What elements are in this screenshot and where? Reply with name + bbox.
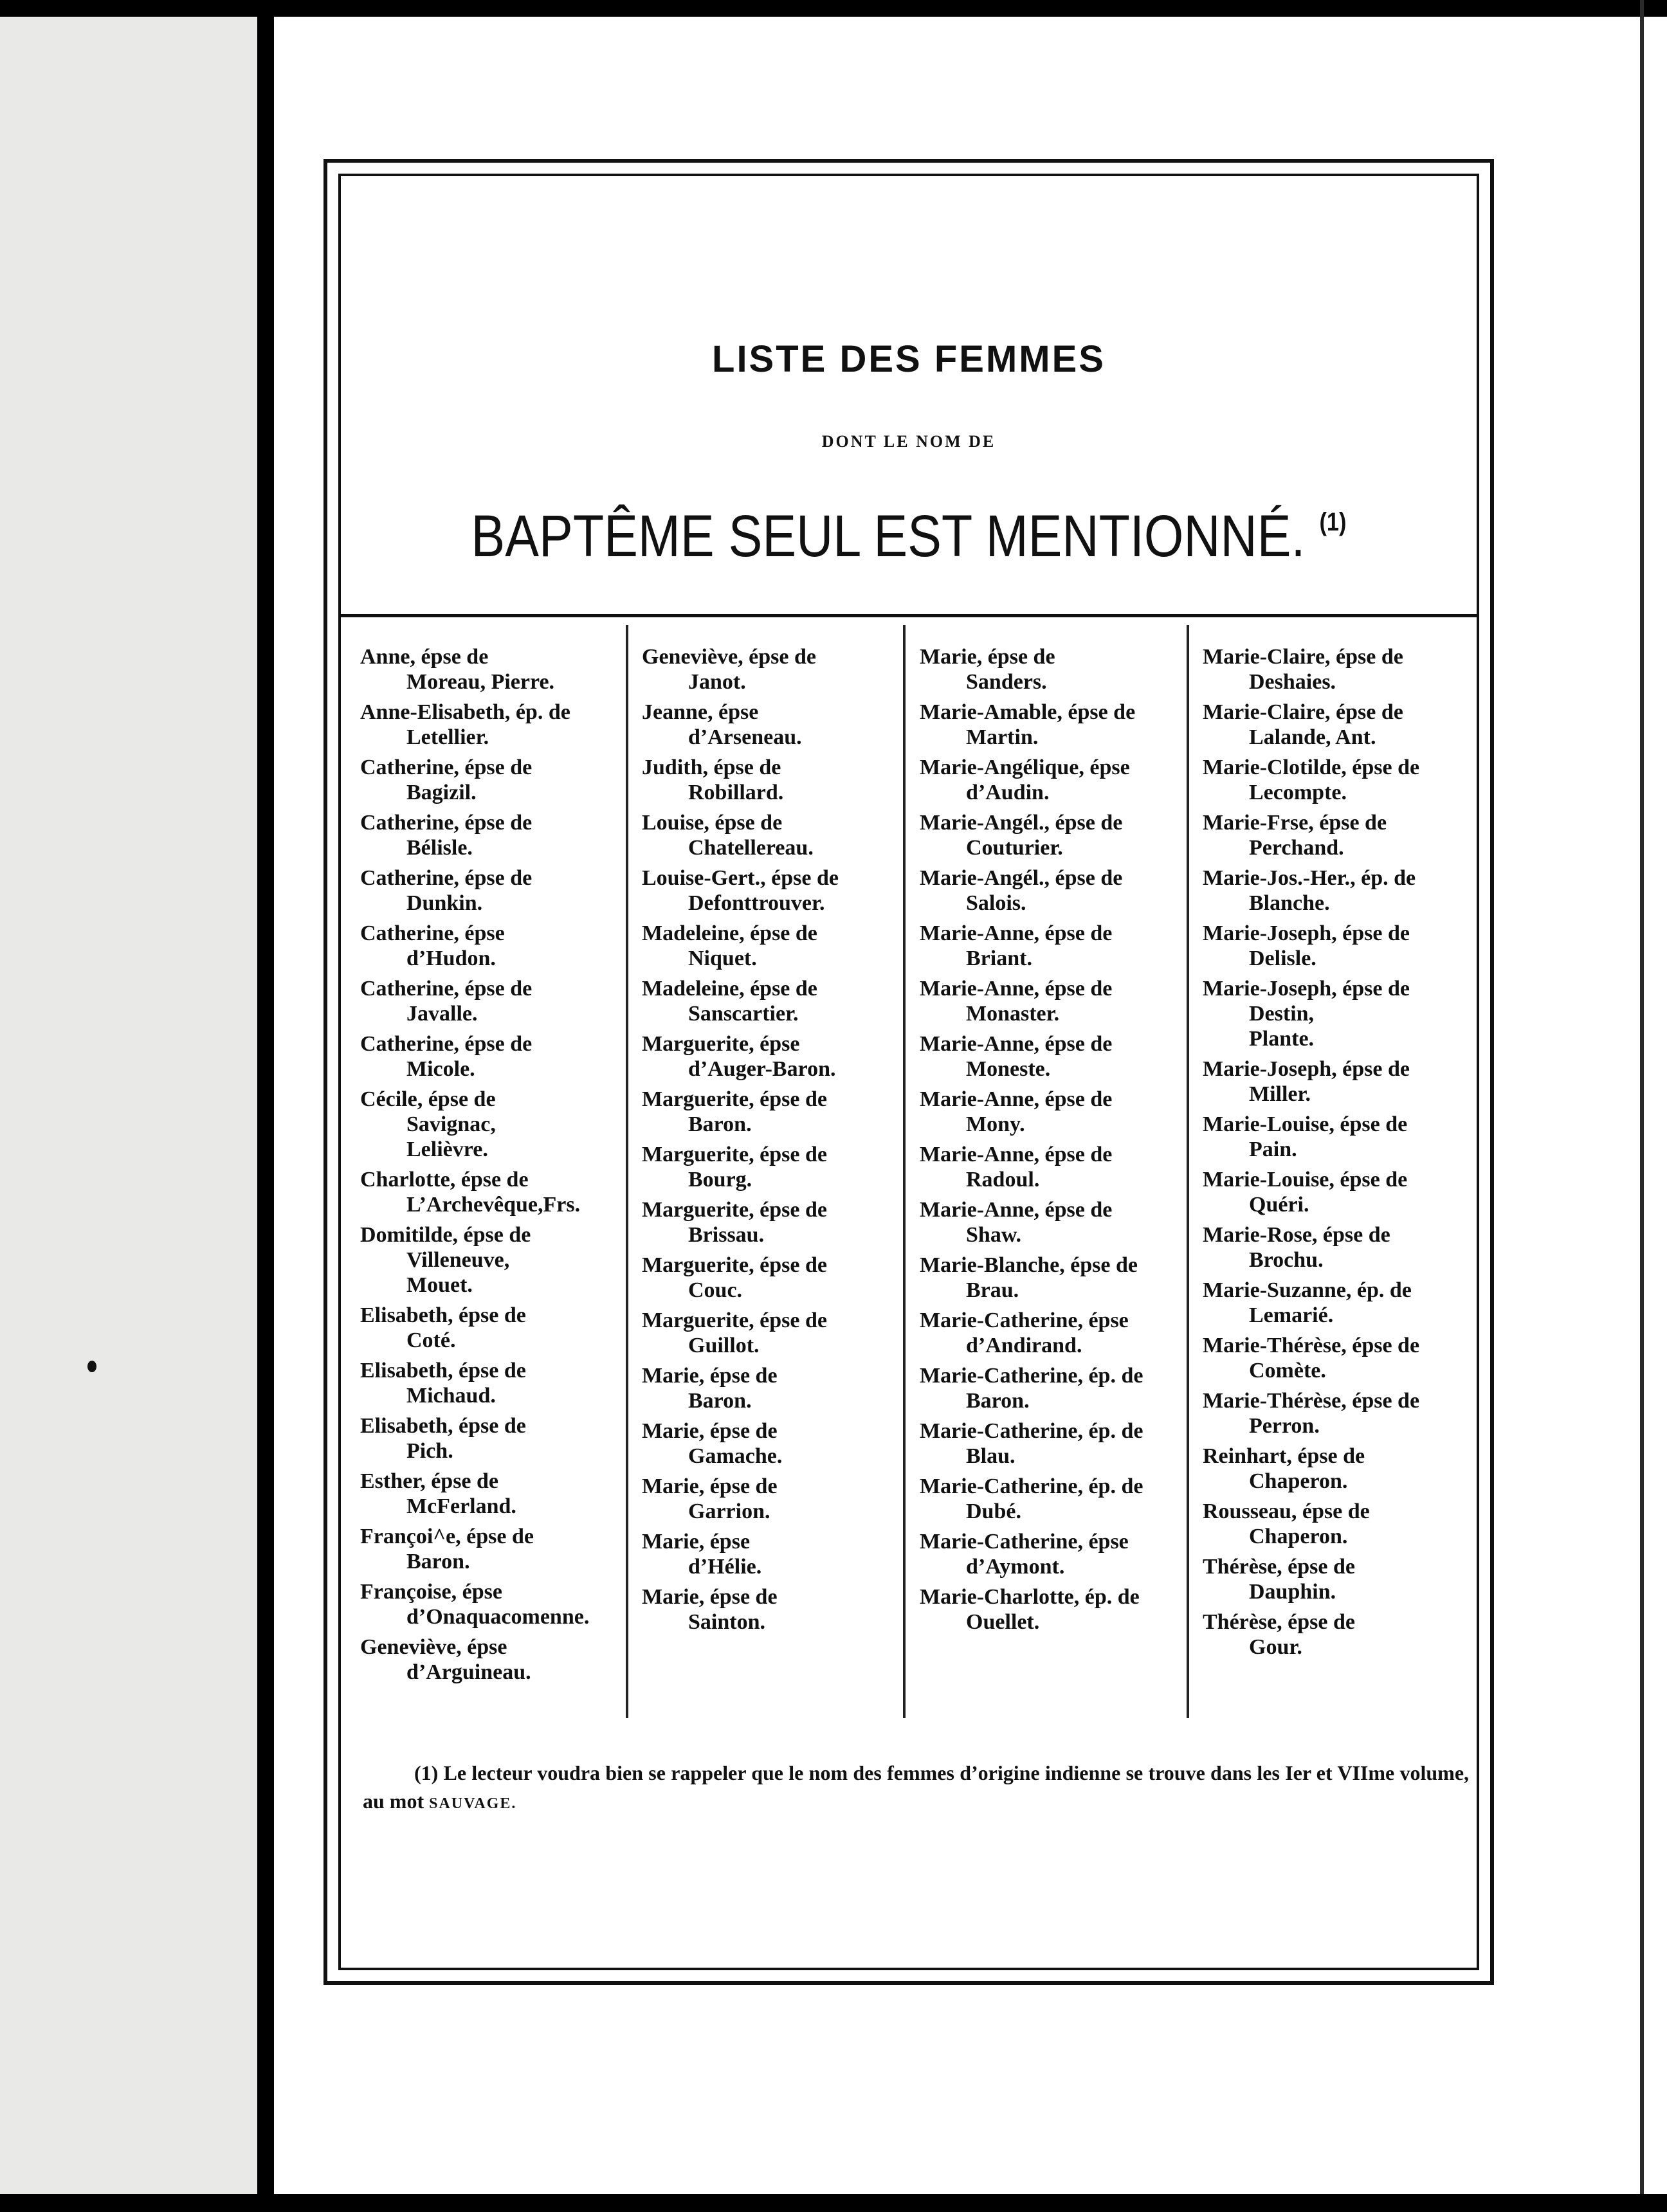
entry-given-name: Marie-Anne, épse de xyxy=(920,1087,1113,1111)
name-entry xyxy=(642,1584,912,1635)
entry-given-name: Marie-Amable, épse de xyxy=(920,700,1136,724)
entry-given-name: Marguerite, épse de xyxy=(642,1087,827,1111)
entry-given-name: Rousseau, épse de xyxy=(1203,1500,1370,1523)
name-entry xyxy=(1203,1333,1473,1383)
entry-given-name: Louise-Gert., épse de xyxy=(642,866,839,890)
footnote-volume-1: Ier xyxy=(1285,1761,1311,1784)
entry-husband-name: Lelièvre. xyxy=(406,1138,488,1161)
entry-husband-name: Dunkin. xyxy=(406,891,483,915)
name-entry xyxy=(1203,1056,1473,1107)
footnote-keyword: SAUVAGE. xyxy=(429,1795,517,1812)
name-entry xyxy=(360,1524,630,1574)
name-entry xyxy=(920,1474,1190,1524)
entry-husband-name: Brau. xyxy=(966,1278,1019,1302)
name-entry xyxy=(642,1197,912,1247)
name-entry xyxy=(920,1142,1190,1192)
page-heading-text: BAPTÊME SEUL EST MENTIONNÉ. xyxy=(471,503,1306,569)
entry-husband-name: Lalande, Ant. xyxy=(1249,725,1376,749)
entry-husband-name: d’Auger-Baron. xyxy=(688,1057,836,1081)
entry-given-name: Marie-Angél., épse de xyxy=(920,866,1123,890)
entry-husband-name: Pich. xyxy=(406,1439,453,1463)
entry-given-name: Marie-Catherine, ép. de xyxy=(920,1474,1143,1498)
entry-husband-name: Gour. xyxy=(1249,1635,1302,1659)
entry-husband-name: Lemarié. xyxy=(1249,1303,1334,1327)
entry-given-name: Cécile, épse de xyxy=(360,1087,496,1111)
entry-given-name: Esther, épse de xyxy=(360,1469,499,1493)
book-spine-shadow xyxy=(257,0,274,2212)
entry-husband-name: Radoul. xyxy=(966,1168,1040,1192)
entry-husband-name: Baron. xyxy=(688,1112,752,1136)
name-entry xyxy=(642,755,912,805)
page-heading xyxy=(418,503,1399,570)
entry-given-name: Catherine, épse xyxy=(360,921,505,945)
entry-given-name: Catherine, épse de xyxy=(360,977,533,1001)
name-entry xyxy=(1203,921,1473,971)
entry-given-name: Charlotte, épse de xyxy=(360,1168,529,1192)
name-entry xyxy=(360,1303,630,1353)
entry-given-name: Françoi^e, épse de xyxy=(360,1525,534,1548)
name-entry xyxy=(642,1529,912,1579)
entry-given-name: Marie-Joseph, épse de xyxy=(1203,1057,1410,1081)
name-entry xyxy=(920,921,1190,971)
entry-given-name: Madeleine, épse de xyxy=(642,977,817,1001)
name-entry xyxy=(642,1363,912,1413)
entry-husband-name: Perchand. xyxy=(1249,836,1344,860)
entry-husband-name: Baron. xyxy=(966,1389,1030,1413)
entry-husband-name: Bourg. xyxy=(688,1168,752,1192)
name-entry xyxy=(360,644,630,694)
entry-husband-name: Mouet. xyxy=(406,1273,473,1297)
entry-husband-name: McFerland. xyxy=(406,1494,516,1518)
name-entry xyxy=(360,1358,630,1408)
entry-given-name: Marie-Claire, épse de xyxy=(1203,645,1403,669)
entry-given-name: Catherine, épse de xyxy=(360,811,533,835)
entry-given-name: Marie-Catherine, épse xyxy=(920,1309,1129,1332)
entry-husband-name: Guillot. xyxy=(688,1334,760,1357)
entry-given-name: Jeanne, épse xyxy=(642,700,759,724)
entry-husband-name: Plante. xyxy=(1249,1027,1315,1051)
name-entry xyxy=(920,1031,1190,1082)
name-entry xyxy=(360,1222,630,1298)
entry-husband-name: Chaperon. xyxy=(1249,1525,1348,1548)
entry-husband-name: Michaud. xyxy=(406,1384,496,1408)
entry-given-name: Marie-Catherine, ép. de xyxy=(920,1419,1143,1443)
entry-given-name: Madeleine, épse de xyxy=(642,921,817,945)
name-entry xyxy=(1203,1112,1473,1162)
entry-given-name: Marie-Anne, épse de xyxy=(920,977,1113,1001)
name-entry xyxy=(920,1308,1190,1358)
name-entry xyxy=(1203,1444,1473,1494)
name-entry xyxy=(1203,976,1473,1051)
entry-given-name: Marie-Louise, épse de xyxy=(1203,1168,1408,1192)
entry-husband-name: Chatellereau. xyxy=(688,836,814,860)
entry-husband-name: d’Aymont. xyxy=(966,1555,1065,1579)
name-entry xyxy=(360,976,630,1026)
name-entry xyxy=(1203,866,1473,916)
entry-husband-name: Sainton. xyxy=(688,1610,765,1634)
entry-given-name: Marguerite, épse de xyxy=(642,1309,827,1332)
name-entry xyxy=(360,755,630,805)
names-column-2 xyxy=(642,644,912,1640)
entry-husband-name: Bagizil. xyxy=(406,781,477,804)
scan-bottom-edge xyxy=(0,2194,1667,2212)
entry-given-name: Marie-Catherine, ép. de xyxy=(920,1364,1143,1388)
name-entry xyxy=(360,866,630,916)
entry-husband-name: Delisle. xyxy=(1249,947,1316,970)
name-entry xyxy=(920,1253,1190,1303)
entry-given-name: Françoise, épse xyxy=(360,1580,502,1604)
entry-given-name: Catherine, épse de xyxy=(360,866,533,890)
name-entry xyxy=(360,1469,630,1519)
name-entry xyxy=(360,1087,630,1162)
name-entry xyxy=(1203,810,1473,860)
name-entry xyxy=(1203,755,1473,805)
entry-husband-name: Lecompte. xyxy=(1249,781,1347,804)
footnote xyxy=(363,1759,1469,1818)
name-entry xyxy=(642,1419,912,1469)
entry-husband-name: Chaperon. xyxy=(1249,1469,1348,1493)
entry-husband-name: Monaster. xyxy=(966,1002,1060,1026)
entry-given-name: Marie-Anne, épse de xyxy=(920,1143,1113,1166)
entry-husband-name: Sanders. xyxy=(966,670,1047,694)
entry-given-name: Marie, épse xyxy=(642,1530,751,1554)
entry-husband-name: Robillard. xyxy=(688,781,784,804)
entry-husband-name: d’Hudon. xyxy=(406,947,496,970)
entry-given-name: Marie-Anne, épse de xyxy=(920,921,1113,945)
name-entry xyxy=(642,1308,912,1358)
name-entry xyxy=(920,755,1190,805)
name-entry xyxy=(360,921,630,971)
entry-given-name: Reinhart, épse de xyxy=(1203,1444,1365,1468)
entry-given-name: Elisabeth, épse de xyxy=(360,1303,526,1327)
entry-husband-name: Miller. xyxy=(1249,1082,1311,1106)
entry-husband-name: Savignac, xyxy=(406,1112,496,1136)
names-column-4 xyxy=(1203,644,1473,1665)
name-entry xyxy=(642,921,912,971)
entry-husband-name: Bélisle. xyxy=(406,836,473,860)
entry-husband-name: Blau. xyxy=(966,1444,1016,1468)
name-entry xyxy=(1203,1609,1473,1660)
entry-husband-name: d’Andirand. xyxy=(966,1334,1082,1357)
entry-given-name: Marie-Frse, épse de xyxy=(1203,811,1387,835)
entry-husband-name: d’Hélie. xyxy=(688,1555,762,1579)
margin-ink-dot xyxy=(87,1361,96,1372)
entry-husband-name: L’Archevêque,Frs. xyxy=(406,1193,581,1217)
entry-given-name: Geneviève, épse xyxy=(360,1635,507,1659)
entry-given-name: Marie-Thérèse, épse de xyxy=(1203,1334,1420,1357)
entry-husband-name: d’Arguineau. xyxy=(406,1660,531,1684)
entry-husband-name: Niquet. xyxy=(688,947,757,970)
name-entry xyxy=(642,1087,912,1137)
entry-husband-name: Javalle. xyxy=(406,1002,478,1026)
entry-given-name: Thérèse, épse de xyxy=(1203,1555,1356,1579)
page-subtitle: DONT LE NOM DE xyxy=(821,432,996,451)
name-entry xyxy=(920,1197,1190,1247)
entry-husband-name: Blanche. xyxy=(1249,891,1330,915)
entry-given-name: Elisabeth, épse de xyxy=(360,1414,526,1438)
name-entry xyxy=(920,1529,1190,1579)
entry-husband-name: Garrion. xyxy=(688,1500,770,1523)
entry-husband-name: Micole. xyxy=(406,1057,475,1081)
entry-husband-name: Defonttrouver. xyxy=(688,891,825,915)
entry-husband-name: Destin, xyxy=(1249,1002,1315,1026)
name-entry xyxy=(920,1584,1190,1635)
entry-given-name: Judith, épse de xyxy=(642,756,781,779)
name-entry xyxy=(360,700,630,750)
page-title: LISTE DES FEMMES xyxy=(712,338,1106,380)
name-entry xyxy=(360,1579,630,1629)
entry-husband-name: Moneste. xyxy=(966,1057,1051,1081)
name-entry xyxy=(360,810,630,860)
entry-given-name: Marie, épse de xyxy=(642,1419,778,1443)
name-entry xyxy=(360,1413,630,1464)
entry-given-name: Catherine, épse de xyxy=(360,1032,533,1056)
entry-given-name: Marguerite, épse de xyxy=(642,1198,827,1222)
name-entry xyxy=(920,1419,1190,1469)
entry-husband-name: Martin. xyxy=(966,725,1039,749)
entry-given-name: Elisabeth, épse de xyxy=(360,1359,526,1382)
entry-husband-name: Dubé. xyxy=(966,1500,1021,1523)
entry-husband-name: Dauphin. xyxy=(1249,1580,1336,1604)
entry-given-name: Marie-Suzanne, ép. de xyxy=(1203,1278,1412,1302)
entry-husband-name: Mony. xyxy=(966,1112,1025,1136)
entry-given-name: Marie-Catherine, épse xyxy=(920,1530,1129,1554)
name-entry xyxy=(642,700,912,750)
footnote-text-c: volume, au mot xyxy=(363,1761,1470,1813)
entry-given-name: Marie-Louise, épse de xyxy=(1203,1112,1408,1136)
entry-husband-name: d’Onaquacomenne. xyxy=(406,1605,590,1629)
footnote-text-b: et xyxy=(1316,1761,1333,1784)
entry-given-name: Marie-Rose, épse de xyxy=(1203,1223,1390,1247)
scan-right-edge xyxy=(1640,0,1644,2212)
entry-husband-name: d’Audin. xyxy=(966,781,1050,804)
name-entry xyxy=(920,810,1190,860)
name-entry xyxy=(642,1253,912,1303)
entry-husband-name: Gamache. xyxy=(688,1444,783,1468)
entry-husband-name: Baron. xyxy=(406,1550,470,1573)
names-column-3 xyxy=(920,644,1190,1640)
entry-given-name: Marie-Clotilde, épse de xyxy=(1203,756,1420,779)
entry-given-name: Marie-Claire, épse de xyxy=(1203,700,1403,724)
entry-given-name: Anne, épse de xyxy=(360,645,489,669)
names-column-1 xyxy=(360,644,630,1690)
scan-left-margin xyxy=(0,0,259,2212)
heading-rule xyxy=(341,614,1477,617)
name-entry xyxy=(642,644,912,694)
name-entry xyxy=(920,644,1190,694)
footnote-volume-7: VIIme xyxy=(1337,1761,1395,1784)
name-entry xyxy=(920,976,1190,1026)
entry-husband-name: Quéri. xyxy=(1249,1193,1309,1217)
name-entry xyxy=(642,810,912,860)
entry-given-name: Thérèse, épse de xyxy=(1203,1610,1356,1634)
name-entry xyxy=(642,1142,912,1192)
entry-husband-name: Deshaies. xyxy=(1249,670,1336,694)
entry-husband-name: Brissau. xyxy=(688,1223,765,1247)
entry-given-name: Geneviève, épse de xyxy=(642,645,816,669)
entry-husband-name: d’Arseneau. xyxy=(688,725,802,749)
entry-given-name: Marguerite, épse xyxy=(642,1032,800,1056)
entry-husband-name: Couc. xyxy=(688,1278,743,1302)
entry-husband-name: Perron. xyxy=(1249,1414,1320,1438)
entry-husband-name: Coté. xyxy=(406,1328,456,1352)
name-entry xyxy=(1203,700,1473,750)
name-entry xyxy=(1203,1278,1473,1328)
name-entry xyxy=(360,1031,630,1082)
entry-given-name: Anne-Elisabeth, ép. de xyxy=(360,700,570,724)
name-entry xyxy=(360,1167,630,1217)
name-entry xyxy=(360,1635,630,1685)
entry-given-name: Marie, épse de xyxy=(920,645,1055,669)
entry-given-name: Marie, épse de xyxy=(642,1364,778,1388)
entry-given-name: Marie-Joseph, épse de xyxy=(1203,977,1410,1001)
entry-given-name: Marie-Blanche, épse de xyxy=(920,1253,1138,1277)
name-entry xyxy=(642,1031,912,1082)
name-entry xyxy=(1203,1499,1473,1549)
entry-given-name: Marie, épse de xyxy=(642,1585,778,1609)
name-entry xyxy=(642,976,912,1026)
entry-husband-name: Villeneuve, xyxy=(406,1248,510,1272)
entry-husband-name: Ouellet. xyxy=(966,1610,1040,1634)
entry-given-name: Marguerite, épse de xyxy=(642,1143,827,1166)
entry-given-name: Marie-Angél., épse de xyxy=(920,811,1123,835)
name-entry xyxy=(920,1363,1190,1413)
name-entry xyxy=(1203,1222,1473,1273)
name-entry xyxy=(1203,1388,1473,1438)
entry-given-name: Catherine, épse de xyxy=(360,756,533,779)
entry-given-name: Marie-Anne, épse de xyxy=(920,1198,1113,1222)
entry-husband-name: Couturier. xyxy=(966,836,1063,860)
footnote-marker: (1) xyxy=(1319,508,1347,536)
entry-husband-name: Sanscartier. xyxy=(688,1002,799,1026)
footnote-text-a: (1) Le lecteur voudra bien se rappeler que le nom des femmes d’origine indienne se trouve dans les xyxy=(414,1761,1280,1784)
entry-given-name: Marie, épse de xyxy=(642,1474,778,1498)
entry-given-name: Marie-Angélique, épse xyxy=(920,756,1130,779)
entry-husband-name: Shaw. xyxy=(966,1223,1021,1247)
entry-husband-name: Pain. xyxy=(1249,1138,1297,1161)
entry-given-name: Marie-Anne, épse de xyxy=(920,1032,1113,1056)
name-entry xyxy=(920,700,1190,750)
name-entry xyxy=(1203,644,1473,694)
entry-husband-name: Moreau, Pierre. xyxy=(406,670,555,694)
entry-husband-name: Comète. xyxy=(1249,1359,1326,1382)
name-entry xyxy=(920,866,1190,916)
entry-husband-name: Baron. xyxy=(688,1389,752,1413)
name-entry xyxy=(642,866,912,916)
entry-husband-name: Janot. xyxy=(688,670,746,694)
scan-top-edge xyxy=(0,0,1667,17)
entry-husband-name: Letellier. xyxy=(406,725,489,749)
entry-husband-name: Salois. xyxy=(966,891,1026,915)
name-entry xyxy=(1203,1167,1473,1217)
entry-given-name: Marie-Charlotte, ép. de xyxy=(920,1585,1140,1609)
entry-given-name: Marguerite, épse de xyxy=(642,1253,827,1277)
name-entry xyxy=(642,1474,912,1524)
entry-given-name: Marie-Joseph, épse de xyxy=(1203,921,1410,945)
entry-husband-name: Brochu. xyxy=(1249,1248,1324,1272)
entry-given-name: Domitilde, épse de xyxy=(360,1223,531,1247)
entry-given-name: Louise, épse de xyxy=(642,811,783,835)
name-entry xyxy=(1203,1554,1473,1604)
entry-given-name: Marie-Jos.-Her., ép. de xyxy=(1203,866,1416,890)
entry-husband-name: Briant. xyxy=(966,947,1032,970)
name-entry xyxy=(920,1087,1190,1137)
entry-given-name: Marie-Thérèse, épse de xyxy=(1203,1389,1420,1413)
